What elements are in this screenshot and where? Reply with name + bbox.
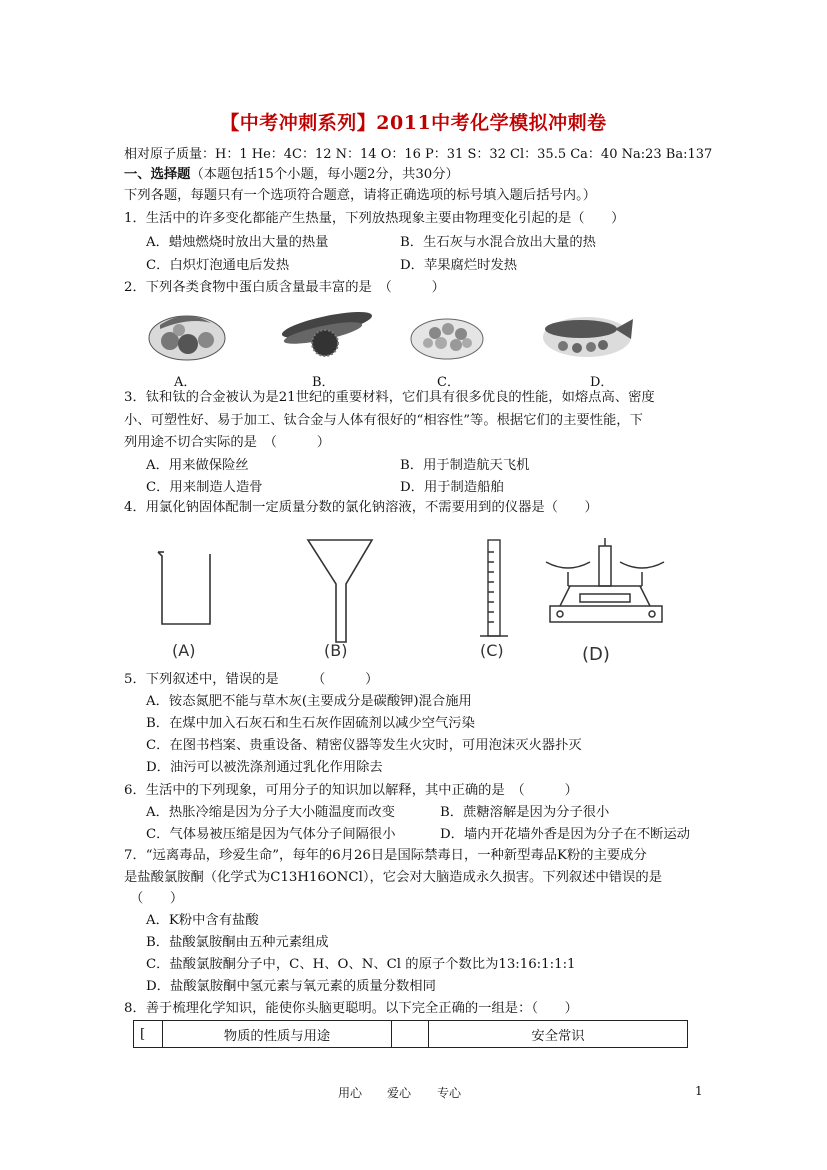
q3-option-a: A．用来做保险丝 [146, 458, 249, 473]
q7-line-3: （ ） [130, 891, 184, 906]
q8-cell-property-use: 物质的性质与用途 [163, 1021, 392, 1048]
q8-stem: 8．善于梳理化学知识，能使你头脑更聪明。以下完全正确的一组是：（ ） [124, 1001, 578, 1016]
page-number: 1 [695, 1084, 703, 1098]
q7-option-a: A．K粉中含有盐酸 [146, 913, 259, 928]
q4-label-a: (A) [172, 641, 196, 660]
q1-stem: 1．生活中的许多变化都能产生热量，下列放热现象主要由物理变化引起的是（ ） [124, 211, 625, 226]
q7-line-1: 7．“远离毒品，珍爱生命”，每年的6月26日是国际禁毒日，一种新型毒品K粉的主要成分 [124, 848, 647, 863]
section-1-instruction: 下列各题，每题只有一个选项符合题意，请将正确选项的标号填入题后括号内。） [124, 188, 597, 203]
q7-option-d: D．盐酸氯胺酮中氢元素与氧元素的质量分数相同 [146, 979, 436, 994]
q1-option-b: B．生石灰与水混合放出大量的热 [400, 235, 596, 250]
graduated-cylinder-icon [480, 540, 508, 636]
q5-option-d: D．油污可以被洗涤剂通过乳化作用除去 [146, 760, 383, 775]
q2-label-b: B． [312, 375, 335, 390]
q5-option-a: A．铵态氮肥不能与草木灰(主要成分是碳酸钾)混合施用 [146, 694, 472, 709]
q3-option-c: C．用来制造人造骨 [146, 480, 263, 495]
q2-label-d: D． [590, 375, 614, 390]
footer-motto-3: 专心 [437, 1086, 462, 1100]
q2-stem: 2．下列各类食物中蛋白质含量最丰富的是 （ ） [124, 280, 445, 295]
q8-cell-empty [392, 1021, 429, 1048]
q1-option-a: A．蜡烛燃烧时放出大量的热量 [146, 235, 329, 250]
q2-label-c: C． [437, 375, 460, 390]
balance-scale-icon [546, 538, 664, 622]
q6-option-a: A．热胀冷缩是因为分子大小随温度而改变 [146, 805, 395, 820]
q8-cell-safety: 安全常识 [429, 1021, 688, 1048]
q5-option-c: C．在图书档案、贵重设备、精密仪器等发生火灾时，可用泡沫灭火器扑灭 [146, 738, 582, 753]
q6-option-d: D．墙内开花墙外香是因为分子在不断运动 [440, 827, 691, 842]
section-1-heading: 一、选择题 [124, 167, 191, 182]
table-row [134, 1021, 688, 1048]
q1-option-d: D．苹果腐烂时发热 [400, 258, 518, 273]
q3-option-b: B．用于制造航天飞机 [400, 458, 530, 473]
footer-motto-2: 爱心 [387, 1086, 412, 1100]
atomic-mass-line: 相对原子质量：H：1 He：4C：12 N：14 O：16 P：31 S：32 Cl：35.5 Ca：40 Na:23 Ba:137 [124, 147, 713, 162]
q4-label-c: (C) [480, 641, 504, 660]
funnel-icon [308, 540, 372, 642]
beaker-icon [158, 552, 210, 624]
dish-image [411, 319, 483, 359]
footer-motto-1: 用心 [338, 1086, 363, 1100]
q4-stem: 4．用氯化钠固体配制一定质量分数的氯化钠溶液，不需要用到的仪器是（ ） [124, 500, 598, 515]
fish-image [543, 317, 633, 357]
section-1-note: （本题包括15个小题，每小题2分，共30分） [190, 167, 459, 182]
q3-line-2: 小、可塑性好、易于加工、钛合金与人体有很好的“相容性”等。根据它们的主要性能，下 [124, 413, 643, 428]
q2-label-a: A． [174, 375, 197, 390]
q8-table [133, 1020, 688, 1048]
q7-option-b: B．盐酸氯胺酮由五种元素组成 [146, 935, 329, 950]
section-1-header [124, 165, 459, 185]
q4-instrument-images [150, 532, 670, 667]
q4-label-b: (B) [324, 641, 348, 660]
q3-line-3: 列用途不切合实际的是 （ ） [124, 435, 331, 450]
q3-option-d: D．用于制造船舶 [400, 480, 504, 495]
q6-stem: 6．生活中的下列现象，可用分子的知识加以解释，其中正确的是 （ ） [124, 783, 578, 798]
q6-option-b: B．蔗糖溶解是因为分子很小 [440, 805, 610, 820]
q7-line-2: 是盐酸氯胺酮（化学式为C13H16ONCl），它会对大脑造成永久损害。下列叙述中错误的是 [124, 870, 663, 885]
q3-line-1: 3．钛和钛的合金被认为是21世纪的重要材料，它们具有很多优良的性能，如熔点高、密度 [124, 390, 655, 405]
q5-option-b: B．在煤中加入石灰石和生石灰作固硫剂以减少空气污染 [146, 716, 475, 731]
q5-stem: 5．下列叙述中，错误的是 （ ） [124, 672, 379, 687]
q2-food-images [145, 303, 645, 365]
exam-title: 【中考冲刺系列】2011中考化学模拟冲刺卷 [220, 112, 607, 134]
q6-option-c: C．气体易被压缩是因为气体分子间隔很小 [146, 827, 396, 842]
q7-option-c: C．盐酸氯胺酮分子中，C、H、O、N、Cl 的原子个数比为13:16:1:1:1 [146, 957, 576, 972]
q4-label-d: (D) [582, 644, 610, 665]
q1-option-c: C．白炽灯泡通电后发热 [146, 258, 290, 273]
grilled-meat-image [280, 307, 374, 356]
q8-cell-bracket: [ [134, 1021, 163, 1048]
fruit-plate-image [149, 316, 225, 360]
